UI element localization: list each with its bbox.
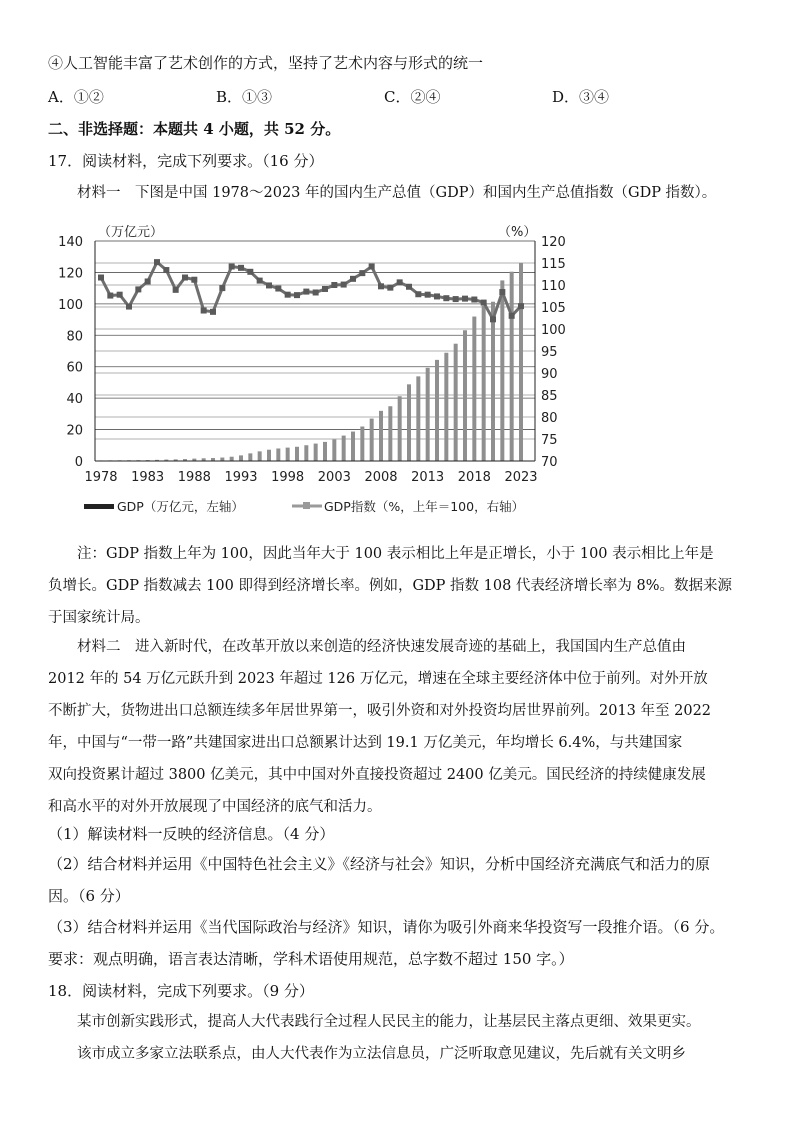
gdp-index-point [387,285,393,291]
gdp-bar [220,458,224,461]
q18-line-2: 该市成立多家立法联系点，由人大代表作为立法信息员，广泛听取意见建议，先后就有关文明乡 [77,1046,686,1062]
gdp-bar [491,302,495,461]
gdp-index-point [462,296,468,302]
material2-line-3: 不断扩大，货物进出口总额连续多年居世界第一，吸引外资和对外投资均居世界前列。2013 年至 2022 [48,703,712,719]
gdp-index-point [107,293,113,299]
section-title: 二、非选择题：本题共 4 小题，共 52 分。 [48,120,341,138]
gdp-index-point [98,275,104,281]
gdp-bar [500,280,504,461]
left-tick-label: 140 [58,235,83,250]
gdp-chart [0,215,793,515]
gdp-index-point [341,282,347,288]
gdp-index-point [219,285,225,291]
gdp-bar [435,360,439,461]
gdp-bar [379,411,383,461]
q18-line-1: 某市创新实践形式，提高人大代表践行全过程人民民主的能力，让基层民主落点更细、效果更实。 [77,1014,701,1030]
gdp-bar [370,419,374,461]
gdp-bar [398,396,402,461]
gdp-index-point [154,259,160,265]
gdp-bar [258,451,262,461]
gdp-index-point [182,275,188,281]
chart-gridlines [95,241,535,461]
legend-gdp-label: GDP（万亿元，左轴） [117,499,244,514]
gdp-bar [295,447,299,461]
gdp-index-point [135,286,141,292]
gdp-bar [230,457,234,461]
x-tick-label: 2023 [504,470,538,485]
gdp-index-line [98,259,524,322]
gdp-index-point [453,296,459,302]
q17-req1: （1）解读材料一反映的经济信息。（4 分） [48,825,335,843]
gdp-index-point [471,297,477,303]
note-line-3: 于国家统计局。 [48,610,150,626]
gdp-index-point [247,269,253,275]
right-tick-label: 115 [541,257,566,272]
gdp-index-point [509,313,515,319]
legend-index-label: GDP指数（%，上年＝100，右轴） [324,499,525,514]
material2-line-1: 材料二 进入新时代，在改革开放以来创造的经济快速发展奇迹的基础上，我国国内生产总值由 [77,639,686,655]
x-tick-label: 2008 [364,470,398,485]
left-tick-label: 120 [58,266,83,282]
gdp-bar [444,353,448,461]
material2 [48,631,748,823]
gdp-index-point [434,293,440,299]
left-tick-label: 60 [66,360,83,376]
gdp-bar [286,448,290,461]
gdp-index-point [294,292,300,298]
req2-line-2: 因。（6 分） [48,887,130,905]
material2-line-5: 双向投资累计超过 3800 亿美元，其中中国对外直接投资超过 2400 亿美元。国民经济的持续健康发展 [48,767,706,783]
gdp-index-point [275,286,281,292]
left-tick-label: 80 [66,329,83,345]
option-b: B．①③ [216,88,273,106]
req2-line-1: （2）结合材料并运用《中国特色社会主义》《经济与社会》知识，分析中国经济充满底气和活力的原 [48,855,711,873]
left-tick-label: 20 [66,423,83,439]
gdp-index-point [126,304,132,310]
gdp-index-point [490,316,496,322]
right-tick-label: 95 [541,345,558,360]
material2-line-6: 和高水平的对外开放展现了中国经济的底气和活力。 [48,799,382,815]
gdp-bar [388,406,392,461]
legend-index-marker [303,502,310,509]
gdp-index-point [397,279,403,285]
x-tick-label: 1993 [224,470,258,485]
gdp-bar [426,368,430,461]
gdp-index-point [266,282,272,288]
gdp-index-point [369,264,375,270]
gdp-index-point [210,309,216,315]
q17-stem: 17．阅读材料，完成下列要求。（16 分） [48,152,324,170]
gdp-bar [463,330,467,461]
gdp-bar [239,455,243,461]
gdp-index-point [257,278,263,284]
gdp-index-point [191,277,197,283]
note-line-2: 负增长。GDP 指数减去 100 即得到经济增长率。例如，GDP 指数 108 代表经济增长率为 8%。数据来源 [48,578,733,594]
gdp-bar [342,436,346,461]
right-tick-label: 100 [541,323,566,338]
x-tick-label: 1988 [177,470,211,485]
x-tick-label: 2013 [411,470,445,485]
q18-material [48,1006,748,1070]
gdp-index-point [238,265,244,271]
statement-4: ④人工智能丰富了艺术创作的方式，坚持了艺术内容与形式的统一 [48,54,484,72]
right-tick-label: 80 [541,411,558,426]
right-tick-label: 90 [541,367,558,382]
gdp-index-point [145,278,151,284]
gdp-index-point [518,303,524,309]
q18-stem: 18．阅读材料，完成下列要求。（9 分） [48,982,314,1000]
left-tick-label: 100 [58,297,83,313]
material1-intro: 材料一 下图是中国 1978～2023 年的国内生产总值（GDP）和国内生产总值指数（GDP 指数）。 [77,185,717,201]
right-tick-label: 105 [541,301,566,316]
gdp-index-point [359,270,365,276]
q17-req2 [48,848,748,912]
gdp-bar [482,306,486,461]
gdp-bar [510,272,514,461]
right-tick-label: 70 [541,455,558,470]
gdp-index-point [163,267,169,273]
req3-line-1: （3）结合材料并运用《当代国际政治与经济》知识，请你为吸引外商来华投资写一段推介语。（6 分。 [48,918,725,936]
gdp-bar [519,263,523,461]
gdp-index-point [173,287,179,293]
material2-line-2: 2012 年的 54 万亿元跃升到 2023 年超过 126 万亿元，增速在全球主要经济体中位于前列。对外开放 [48,671,708,687]
req3-line-2: 要求：观点明确，语言表达清晰，学科术语使用规范，总字数不超过 150 字。） [48,950,574,968]
option-d: D．③④ [552,88,610,106]
option-c: C．②④ [384,88,441,106]
gdp-index-point [322,286,328,292]
note-line-1: 注：GDP 指数上年为 100，因此当年大于 100 表示相比上年是正增长，小于 100 表示相比上年是 [77,546,714,562]
right-tick-label: 120 [541,235,566,250]
left-tick-label: 0 [74,455,83,470]
q17-req3 [48,911,748,975]
gdp-index-point [331,282,337,288]
x-tick-label: 2018 [457,470,491,485]
right-axis-unit: （%） [498,225,537,240]
legend-gdp-swatch [84,504,114,509]
option-a: A．①② [48,88,104,106]
gdp-index-point [406,284,412,290]
gdp-bar [304,445,308,461]
chart-note [48,538,748,634]
gdp-bar [332,439,336,461]
gdp-index-point [481,300,487,306]
gdp-bar [276,448,280,461]
gdp-bar [267,450,271,461]
gdp-index-point [285,292,291,298]
gdp-index-point [313,289,319,295]
left-axis-unit: （万亿元） [98,225,164,240]
gdp-bar [351,432,355,461]
gdp-bar [472,317,476,461]
right-tick-label: 85 [541,389,558,404]
gdp-index-point [229,264,235,270]
gdp-bar [407,384,411,461]
gdp-index-point [117,292,123,298]
gdp-bar [323,442,327,461]
material2-line-4: 年，中国与“一带一路”共建国家进出口总额累计达到 19.1 万亿美元，年均增长 6.4%，与共建国家 [48,735,683,751]
gdp-bar [416,376,420,461]
gdp-index-point [499,289,505,295]
gdp-bar [454,344,458,461]
gdp-bar [360,427,364,461]
gdp-index-point [303,289,309,295]
gdp-index-point [425,292,431,298]
right-tick-label: 110 [541,279,566,294]
right-tick-label: 75 [541,433,558,448]
x-tick-label: 2003 [317,470,351,485]
x-tick-label: 1978 [84,470,118,485]
left-tick-label: 40 [66,392,83,408]
gdp-index-point [443,295,449,301]
gdp-index-point [201,308,207,314]
gdp-bar [314,444,318,461]
gdp-index-point [350,276,356,282]
gdp-index-point [415,291,421,297]
x-tick-label: 1998 [271,470,305,485]
gdp-index-point [378,283,384,289]
x-tick-label: 1983 [131,470,165,485]
gdp-bar [248,453,252,461]
